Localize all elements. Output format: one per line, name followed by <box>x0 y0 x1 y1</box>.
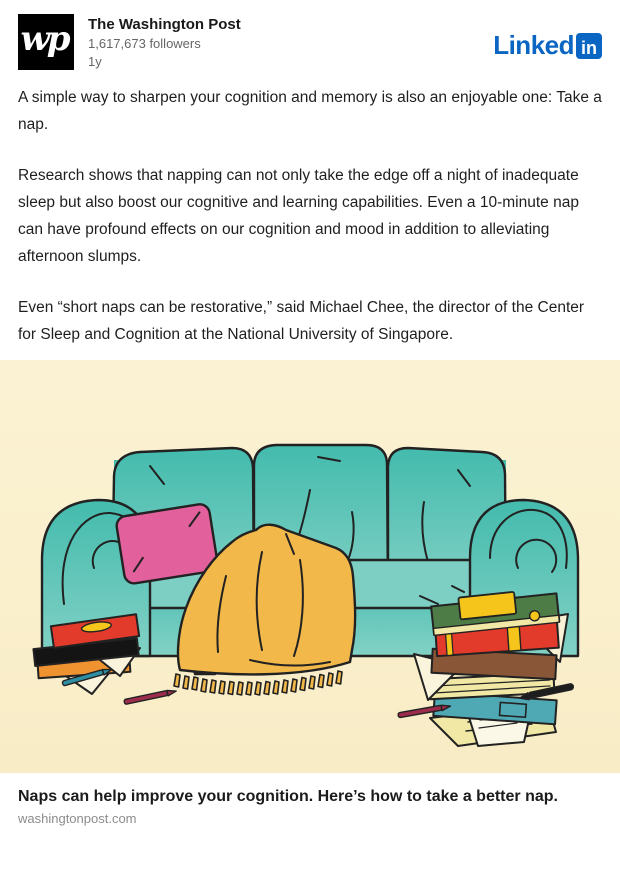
link-preview-domain: washingtonpost.com <box>18 811 137 826</box>
post-timestamp: 1y <box>88 54 102 69</box>
linkedin-in-icon: in <box>576 33 602 59</box>
post-paragraph-3: Even “short naps can be restorative,” said Michael Chee, the director of the Center for Sleep and Cognition at the National University of Singapore. <box>18 299 585 343</box>
book-stack-right <box>414 587 568 746</box>
publisher-name[interactable]: The Washington Post <box>88 16 241 33</box>
link-preview-title: Naps can help improve your cognition. Here’s how to take a better nap. <box>18 788 558 805</box>
post-paragraph-1: A simple way to sharpen your cognition and memory is also an enjoyable one: Take a nap. <box>18 89 602 133</box>
linkedin-wordmark: Linked <box>493 30 574 60</box>
publisher-meta <box>88 14 493 70</box>
washington-post-monogram-icon: wp <box>20 19 68 59</box>
post-paragraph-2: Research shows that napping can not only take the edge off a night of inadequate sleep but also boost our cognitive and learning capabilities. Even a 10-minute nap can have profound effects on our cognition and mood in addition to alleviating afternoon slumps. <box>18 167 579 265</box>
post-header <box>0 0 620 82</box>
post-text <box>0 82 620 360</box>
post-image[interactable] <box>0 360 620 773</box>
couch-illustration <box>0 360 620 773</box>
follower-count: 1,617,673 followers <box>88 36 201 51</box>
linkedin-logo[interactable] <box>493 30 602 61</box>
publisher-logo[interactable] <box>18 14 74 70</box>
link-preview[interactable] <box>0 773 620 841</box>
